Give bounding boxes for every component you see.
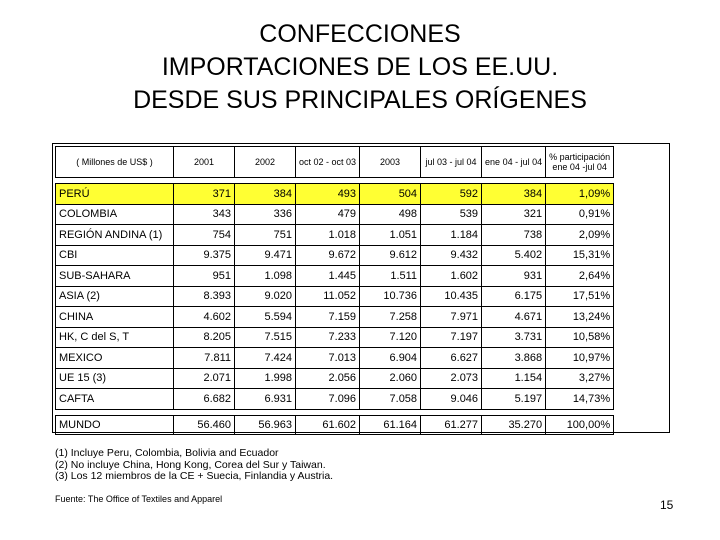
table-body [56, 184, 614, 435]
value-cell: 1.445 [296, 266, 360, 287]
value-cell: 5.402 [482, 245, 546, 266]
imports-table [55, 146, 614, 435]
value-cell: 592 [421, 184, 482, 205]
total-row [56, 415, 614, 434]
value-cell: 9.612 [360, 245, 421, 266]
value-cell: 336 [235, 204, 296, 225]
value-cell: 7.424 [235, 348, 296, 369]
value-cell: 539 [421, 204, 482, 225]
value-cell: 56.460 [174, 415, 235, 434]
value-cell: 2.073 [421, 368, 482, 389]
value-cell: 1.051 [360, 225, 421, 246]
value-cell: 6.627 [421, 348, 482, 369]
value-cell: 7.120 [360, 327, 421, 348]
table-row [56, 286, 614, 307]
value-cell: 6.175 [482, 286, 546, 307]
value-cell: 738 [482, 225, 546, 246]
table-row [56, 348, 614, 369]
value-cell: 9.020 [235, 286, 296, 307]
origin-name: SUB-SAHARA [56, 266, 174, 287]
header-2001: 2001 [174, 147, 235, 178]
value-cell: 11.052 [296, 286, 360, 307]
title-line-3: DESDE SUS PRINCIPALES ORÍGENES [133, 86, 587, 114]
value-cell: 2.071 [174, 368, 235, 389]
value-cell: 498 [360, 204, 421, 225]
origin-name: CHINA [56, 307, 174, 328]
value-cell: 3.868 [482, 348, 546, 369]
header-2003: 2003 [360, 147, 421, 178]
origin-name: UE 15 (3) [56, 368, 174, 389]
value-cell: 1.998 [235, 368, 296, 389]
value-cell: 9.672 [296, 245, 360, 266]
table-row [56, 307, 614, 328]
value-cell: 10.736 [360, 286, 421, 307]
value-cell: 7.159 [296, 307, 360, 328]
value-cell: 100,00% [546, 415, 614, 434]
value-cell: 56.963 [235, 415, 296, 434]
value-cell: 6.931 [235, 389, 296, 410]
value-cell: 1.154 [482, 368, 546, 389]
value-cell: 1.184 [421, 225, 482, 246]
value-cell: 931 [482, 266, 546, 287]
value-cell: 1,09% [546, 184, 614, 205]
value-cell: 7.515 [235, 327, 296, 348]
value-cell: 8.205 [174, 327, 235, 348]
value-cell: 17,51% [546, 286, 614, 307]
table-row [56, 266, 614, 287]
value-cell: 751 [235, 225, 296, 246]
origin-name: MUNDO [56, 415, 174, 434]
value-cell: 493 [296, 184, 360, 205]
value-cell: 1.602 [421, 266, 482, 287]
value-cell: 2,64% [546, 266, 614, 287]
table-row [56, 327, 614, 348]
value-cell: 5.594 [235, 307, 296, 328]
value-cell: 61.602 [296, 415, 360, 434]
table-row [56, 245, 614, 266]
value-cell: 4.671 [482, 307, 546, 328]
value-cell: 504 [360, 184, 421, 205]
footnote-3: (3) Los 12 miembros de la CE + Suecia, Finlandia y Austria. [55, 470, 334, 482]
value-cell: 7.058 [360, 389, 421, 410]
header-participacion-line1: % participación [549, 152, 611, 162]
source-note: Fuente: The Office of Textiles and Apparel [55, 494, 223, 504]
value-cell: 15,31% [546, 245, 614, 266]
origin-name: MEXICO [56, 348, 174, 369]
value-cell: 2.056 [296, 368, 360, 389]
value-cell: 6.904 [360, 348, 421, 369]
value-cell: 9.432 [421, 245, 482, 266]
value-cell: 7.013 [296, 348, 360, 369]
value-cell: 10.435 [421, 286, 482, 307]
page-number: 15 [660, 498, 674, 512]
header-ene04-jul04: ene 04 - jul 04 [482, 147, 546, 178]
value-cell: 1.018 [296, 225, 360, 246]
value-cell: 384 [482, 184, 546, 205]
origin-name: HK, C del S, T [56, 327, 174, 348]
value-cell: 14,73% [546, 389, 614, 410]
origin-name: CBI [56, 245, 174, 266]
value-cell: 9.471 [235, 245, 296, 266]
value-cell: 9.375 [174, 245, 235, 266]
value-cell: 2,09% [546, 225, 614, 246]
origin-name: COLOMBIA [56, 204, 174, 225]
header-2002: 2002 [235, 147, 296, 178]
table-row [56, 368, 614, 389]
value-cell: 10,58% [546, 327, 614, 348]
table-row [56, 184, 614, 205]
value-cell: 7.811 [174, 348, 235, 369]
value-cell: 35.270 [482, 415, 546, 434]
value-cell: 384 [235, 184, 296, 205]
value-cell: 1.511 [360, 266, 421, 287]
footnotes [55, 448, 333, 483]
footnote-1: (1) Incluye Peru, Colombia, Bolivia and Ecuador [55, 447, 279, 459]
value-cell: 3,27% [546, 368, 614, 389]
value-cell: 10,97% [546, 348, 614, 369]
origin-name: REGIÓN ANDINA (1) [56, 225, 174, 246]
header-oct02-oct03: oct 02 - oct 03 [296, 147, 360, 178]
value-cell: 4.602 [174, 307, 235, 328]
footnote-2: (2) No incluye China, Hong Kong, Corea del Sur y Taiwan. [55, 458, 326, 471]
value-cell: 343 [174, 204, 235, 225]
value-cell: 61.277 [421, 415, 482, 434]
origin-name: CAFTA [56, 389, 174, 410]
title-line-1: CONFECCIONES [259, 20, 461, 48]
value-cell: 5.197 [482, 389, 546, 410]
value-cell: 754 [174, 225, 235, 246]
origin-name: ASIA (2) [56, 286, 174, 307]
value-cell: 951 [174, 266, 235, 287]
value-cell: 8.393 [174, 286, 235, 307]
value-cell: 7.096 [296, 389, 360, 410]
value-cell: 3.731 [482, 327, 546, 348]
value-cell: 371 [174, 184, 235, 205]
value-cell: 7.197 [421, 327, 482, 348]
value-cell: 7.233 [296, 327, 360, 348]
value-cell: 479 [296, 204, 360, 225]
value-cell: 13,24% [546, 307, 614, 328]
title-line-2: IMPORTACIONES DE LOS EE.UU. [161, 53, 559, 81]
slide-title [0, 18, 720, 117]
value-cell: 61.164 [360, 415, 421, 434]
header-jul03-jul04: jul 03 - jul 04 [421, 147, 482, 178]
table-header-row [56, 147, 614, 178]
value-cell: 9.046 [421, 389, 482, 410]
header-unit: ( Millones de US$ ) [56, 147, 174, 178]
origin-name: PERÚ [56, 184, 174, 205]
header-participacion [546, 147, 614, 178]
value-cell: 0,91% [546, 204, 614, 225]
value-cell: 7.971 [421, 307, 482, 328]
value-cell: 6.682 [174, 389, 235, 410]
table-row [56, 204, 614, 225]
value-cell: 7.258 [360, 307, 421, 328]
table-row [56, 225, 614, 246]
value-cell: 321 [482, 204, 546, 225]
table-row [56, 389, 614, 410]
value-cell: 2.060 [360, 368, 421, 389]
value-cell: 1.098 [235, 266, 296, 287]
header-participacion-line2: ene 04 -jul 04 [552, 162, 607, 172]
